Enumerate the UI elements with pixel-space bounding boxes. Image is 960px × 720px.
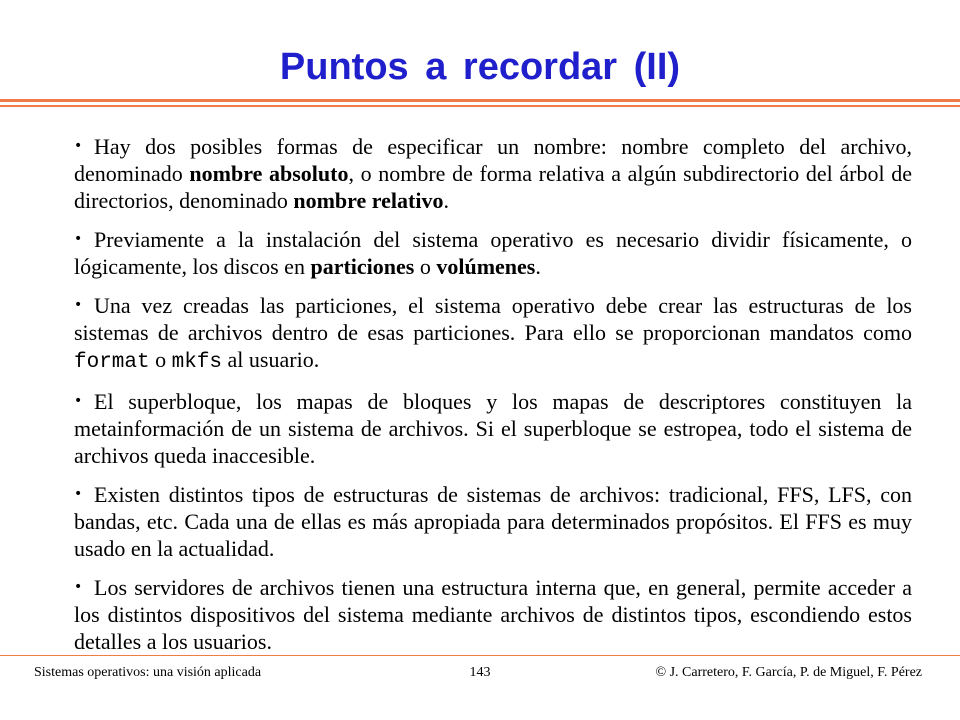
footer-rule [0, 655, 960, 656]
bold-term: particiones [310, 254, 415, 279]
title-underline [0, 99, 960, 111]
bullet-item [36, 388, 912, 469]
bullet-text: al usuario. [222, 347, 320, 372]
bullet-text: Una vez creadas las particiones, el sistema operativo debe crear las estructuras de los sistemas de archivos dentro de esas particiones. Para ello se proporcionan mandatos como [74, 293, 912, 345]
inner-bullet-icon: • [74, 231, 83, 247]
footer-authors: © J. Carretero, F. García, P. de Miguel, F. Pérez [655, 665, 922, 680]
bold-term: nombre absoluto [189, 161, 349, 186]
inner-bullet-icon: • [74, 579, 83, 595]
bullet-text: El superbloque, los mapas de bloques y los mapas de descriptores constituyen la metainformación de un sistema de archivos. Si el superbloque se estropea, todo el sistema de archivos queda inaccesible. [74, 389, 912, 468]
bullet-text: o [414, 254, 437, 279]
footer-book-title: Sistemas operativos: una visión aplicada [34, 665, 262, 680]
command-name: format [74, 351, 150, 374]
bullet-item [36, 292, 912, 376]
bullet-text: . [535, 254, 541, 279]
inner-bullet-icon: • [74, 138, 83, 154]
bullet-item [36, 481, 912, 562]
bullet-text: Existen distintos tipos de estructuras de sistemas de archivos: tradicional, FFS, LFS, con bandas, etc. Cada una de ellas es más apropiada para determinados propósitos. El FFS es muy usado en la actualidad. [74, 482, 912, 561]
bullet-item [36, 574, 912, 655]
bullet-text: . [443, 188, 449, 213]
bullet-list [36, 133, 912, 667]
bold-term: volúmenes [436, 254, 536, 279]
bullet-text: , o nombre de forma relativa a algún subdirectorio del árbol de directorios, denominado [74, 161, 912, 213]
bullet-item [36, 133, 912, 214]
bullet-text: Los servidores de archivos tienen una estructura interna que, en general, permite acceder a los distintos dispositivos del sistema mediante archivos de distintos tipos, escondiendo estos detalles a los usuarios. [74, 575, 912, 654]
bullet-text: Previamente a la instalación del sistema operativo es necesario dividir físicamente, o lógicamente, los discos en [74, 227, 912, 279]
command-name: mkfs [171, 351, 223, 374]
bullet-text: o [149, 347, 172, 372]
bullet-item [36, 226, 912, 280]
footer-page-number: 143 [469, 665, 491, 680]
title-underline-thin [0, 105, 960, 107]
title-underline-thick [0, 99, 960, 102]
inner-bullet-icon: • [74, 297, 83, 313]
bullet-text: Hay dos posibles formas de especificar un nombre: nombre completo del archivo, denominado [74, 134, 912, 186]
inner-bullet-icon: • [74, 393, 83, 409]
bold-term: nombre relativo [293, 188, 444, 213]
inner-bullet-icon: • [74, 486, 83, 502]
slide-title: Puntos a recordar (II) [279, 46, 681, 88]
